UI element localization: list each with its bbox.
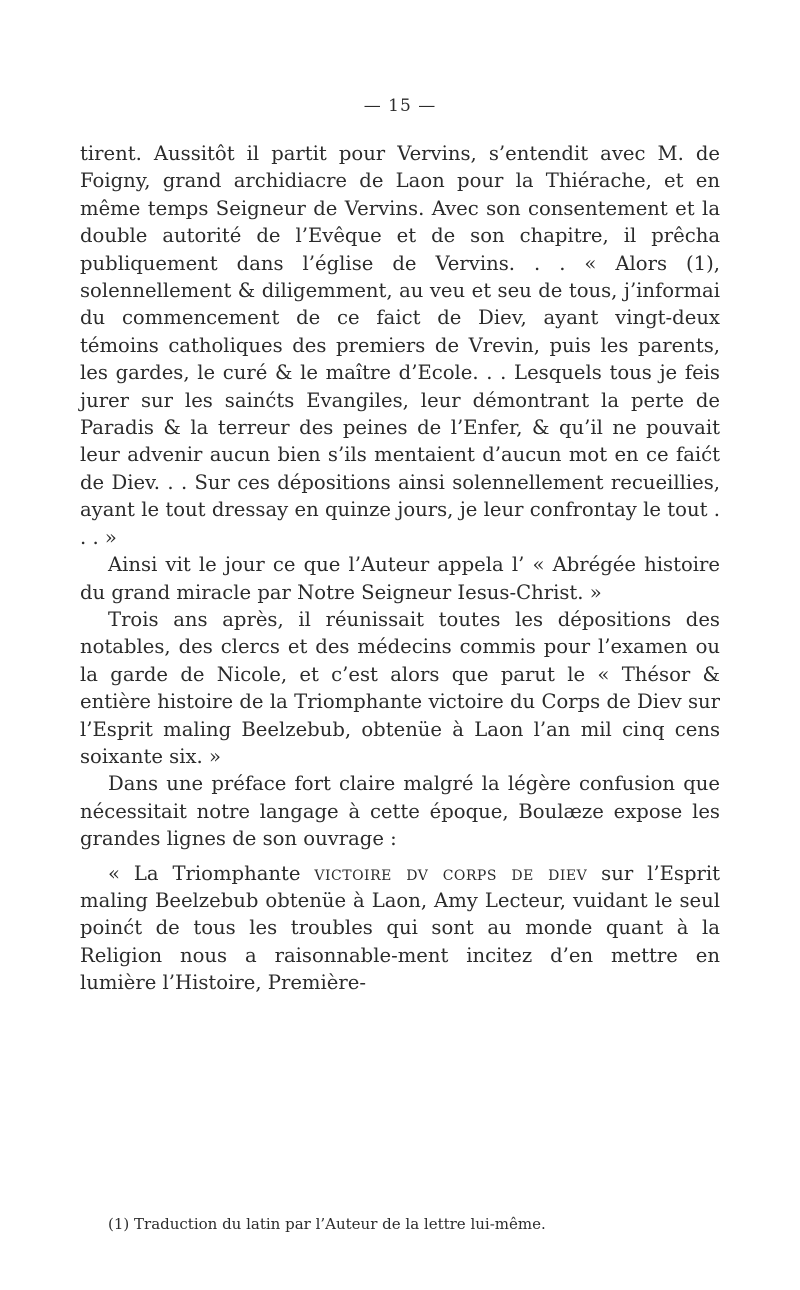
footnote: (1) Traduction du latin par l’Auteur de la lettre lui-même.: [108, 1215, 546, 1233]
quote-body: sur l’Esprit maling Beelzebub obtenüe à Laon, Amy Lecteur, vuidant le seul poinćt de tous les troubles qui sont au monde quant à la Religion nous a raisonnable-ment incitez d’en mettre en lumière l’Histoire, Première-: [80, 861, 720, 995]
paragraph-abregee: Ainsi vit le jour ce que l’Auteur appela l’ « Abrégée histoire du grand miracle par Notre Seigneur Iesus-Christ. »: [80, 553, 720, 604]
paragraph-thesor: Trois ans après, il réunissait toutes les dépositions des notables, des clercs et des médecins commis pour l’examen ou la garde de Nicole, et c’est alors que parut le « Thésor & entière histoire de la Triomphante victoire du Corps de Diev sur l’Esprit maling Beelzebub, obtenüe à Laon l’an mil cinq cens soixante six. »: [80, 607, 720, 768]
quote-opening: « La Triomphante: [108, 861, 315, 885]
paragraph-preface: Dans une préface fort claire malgré la légère confusion que nécessitait notre langage à cette époque, Boulæze expose les grandes lignes de son ouvrage :: [80, 772, 720, 851]
quote-small-caps: victoire dv corps de diev: [314, 861, 588, 885]
paragraph-continuation: tirent. Aussitôt il partit pour Vervins, s’entendit avec M. de Foigny, grand archidiacre de Laon pour la Thiérache, et en même temps Seigneur de Vervins. Avec son consentement et la double autorité de l’Evêque et de son chapitre, il prêcha publiquement dans l’église de Vervins. . . « Alors (1), solennellement & diligemment, au veu et seu de tous, j’informai du commencement de ce faict de Diev, ayant vingt-deux témoins catholiques des premiers de Vrevin, puis les parents, les gardes, le curé & le maître d’Ecole. . . Lesquels tous je feis jurer sur les sainćts Evangiles, leur démontrant la perte de Paradis & la terreur des peines de l’Enfer, & qu’il ne pouvait leur advenir aucun bien s’ils mentaient d’aucun mot en ce faićt de Diev. . . Sur ces dépositions ainsi solennellement recueillies, ayant le tout dressay en quinze jours, je leur confrontay le tout . . . »: [80, 142, 720, 549]
body-text: [80, 140, 720, 997]
page-number: — 15 —: [363, 96, 437, 116]
paragraph-quote: [80, 860, 720, 997]
